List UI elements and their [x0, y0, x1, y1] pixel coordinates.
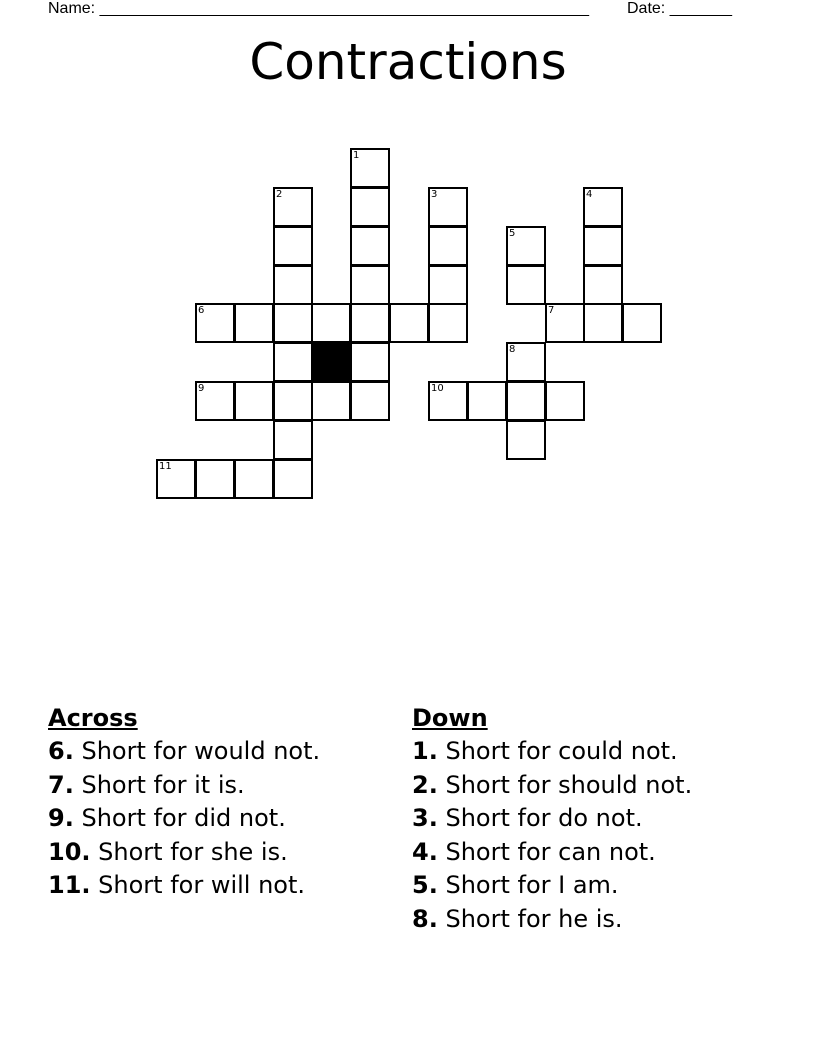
grid-cell[interactable] — [273, 303, 313, 343]
cell-number: 3 — [431, 189, 438, 200]
clue-text: Short for do not. — [445, 804, 643, 832]
grid-cell[interactable] — [350, 265, 390, 305]
grid-cell[interactable] — [273, 420, 313, 460]
grid-cell[interactable] — [273, 187, 313, 227]
clue-text: Short for should not. — [445, 770, 693, 799]
clue-number: 11. — [48, 871, 91, 899]
clue-number: 5. — [412, 871, 438, 899]
grid-cell[interactable] — [583, 187, 623, 227]
grid-cell[interactable] — [545, 381, 585, 421]
across-clues — [48, 702, 398, 903]
grid-cell[interactable] — [506, 265, 546, 305]
clue-number: 3. — [412, 804, 438, 832]
clue-text: Short for he is. — [445, 904, 623, 933]
grid-cell[interactable] — [506, 226, 546, 266]
cell-number: 1 — [353, 150, 360, 161]
clue-text: Short for could not. — [445, 737, 678, 765]
clue-down-1 — [412, 735, 792, 769]
grid-cell[interactable] — [156, 459, 196, 499]
grid-cell[interactable] — [428, 187, 468, 227]
page-title: Contractions — [249, 33, 567, 91]
grid-cell[interactable] — [583, 226, 623, 266]
grid-cell[interactable] — [311, 303, 351, 343]
grid-cell[interactable] — [350, 303, 390, 343]
cell-number: 8 — [509, 344, 516, 355]
down-clues — [412, 702, 792, 936]
clue-across-10 — [48, 836, 398, 870]
cell-number: 11 — [159, 461, 172, 472]
clue-down-2 — [412, 769, 792, 803]
grid-cell[interactable] — [583, 265, 623, 305]
clue-text: Short for can not. — [445, 837, 656, 866]
clue-text: Short for would not. — [81, 737, 321, 765]
grid-cell[interactable] — [273, 459, 313, 499]
clue-number: 8. — [412, 904, 438, 933]
grid-cell[interactable] — [428, 303, 468, 343]
grid-block — [311, 342, 351, 382]
grid-cell[interactable] — [389, 303, 429, 343]
grid-cell[interactable] — [273, 226, 313, 266]
clue-text: Short for will not. — [98, 871, 306, 899]
grid-cell[interactable] — [506, 420, 546, 460]
date-field[interactable]: Date: _______ — [627, 0, 732, 17]
grid-cell[interactable] — [195, 381, 235, 421]
grid-cell[interactable] — [428, 265, 468, 305]
clue-number: 9. — [48, 804, 74, 832]
clue-text: Short for it is. — [81, 770, 245, 799]
grid-cell[interactable] — [506, 381, 546, 421]
grid-cell[interactable] — [350, 381, 390, 421]
grid-cell[interactable] — [350, 148, 390, 188]
across-heading: Across — [48, 704, 138, 732]
clue-text: Short for did not. — [81, 804, 286, 832]
clue-number: 6. — [48, 737, 74, 765]
clue-number: 2. — [412, 770, 438, 799]
grid-cell[interactable] — [234, 459, 274, 499]
grid-cell[interactable] — [428, 381, 468, 421]
clue-across-11 — [48, 869, 398, 903]
grid-cell[interactable] — [273, 381, 313, 421]
cell-number: 10 — [431, 383, 444, 394]
clue-down-4 — [412, 836, 792, 870]
cell-number: 9 — [198, 383, 205, 394]
grid-cell[interactable] — [428, 226, 468, 266]
grid-cell[interactable] — [506, 342, 546, 382]
cell-number: 2 — [276, 189, 283, 200]
clue-text: Short for I am. — [445, 871, 619, 899]
grid-cell[interactable] — [311, 381, 351, 421]
clue-text: Short for she is. — [98, 837, 288, 866]
cell-number: 5 — [509, 228, 516, 239]
grid-cell[interactable] — [273, 342, 313, 382]
clue-down-3 — [412, 802, 792, 836]
grid-cell[interactable] — [583, 303, 623, 343]
clue-down-5 — [412, 869, 792, 903]
grid-cell[interactable] — [234, 381, 274, 421]
cell-number: 6 — [198, 305, 205, 316]
grid-cell[interactable] — [545, 303, 585, 343]
clue-across-6 — [48, 735, 398, 769]
header — [48, 0, 748, 20]
grid-cell[interactable] — [350, 226, 390, 266]
grid-cell[interactable] — [350, 187, 390, 227]
clue-down-8 — [412, 903, 792, 937]
grid-cell[interactable] — [234, 303, 274, 343]
grid-cell[interactable] — [195, 303, 235, 343]
clue-number: 1. — [412, 737, 438, 765]
grid-cell[interactable] — [467, 381, 507, 421]
down-heading: Down — [412, 704, 488, 732]
cell-number: 4 — [586, 189, 593, 200]
grid-cell[interactable] — [622, 303, 662, 343]
clue-across-7 — [48, 769, 398, 803]
cell-number: 7 — [548, 305, 555, 316]
grid-cell[interactable] — [273, 265, 313, 305]
name-field[interactable]: Name: _______________________________________________________ — [48, 0, 589, 17]
clue-number: 7. — [48, 770, 74, 799]
grid-cell[interactable] — [195, 459, 235, 499]
clue-number: 10. — [48, 837, 91, 866]
clue-across-9 — [48, 802, 398, 836]
clue-number: 4. — [412, 837, 438, 866]
grid-cell[interactable] — [350, 342, 390, 382]
